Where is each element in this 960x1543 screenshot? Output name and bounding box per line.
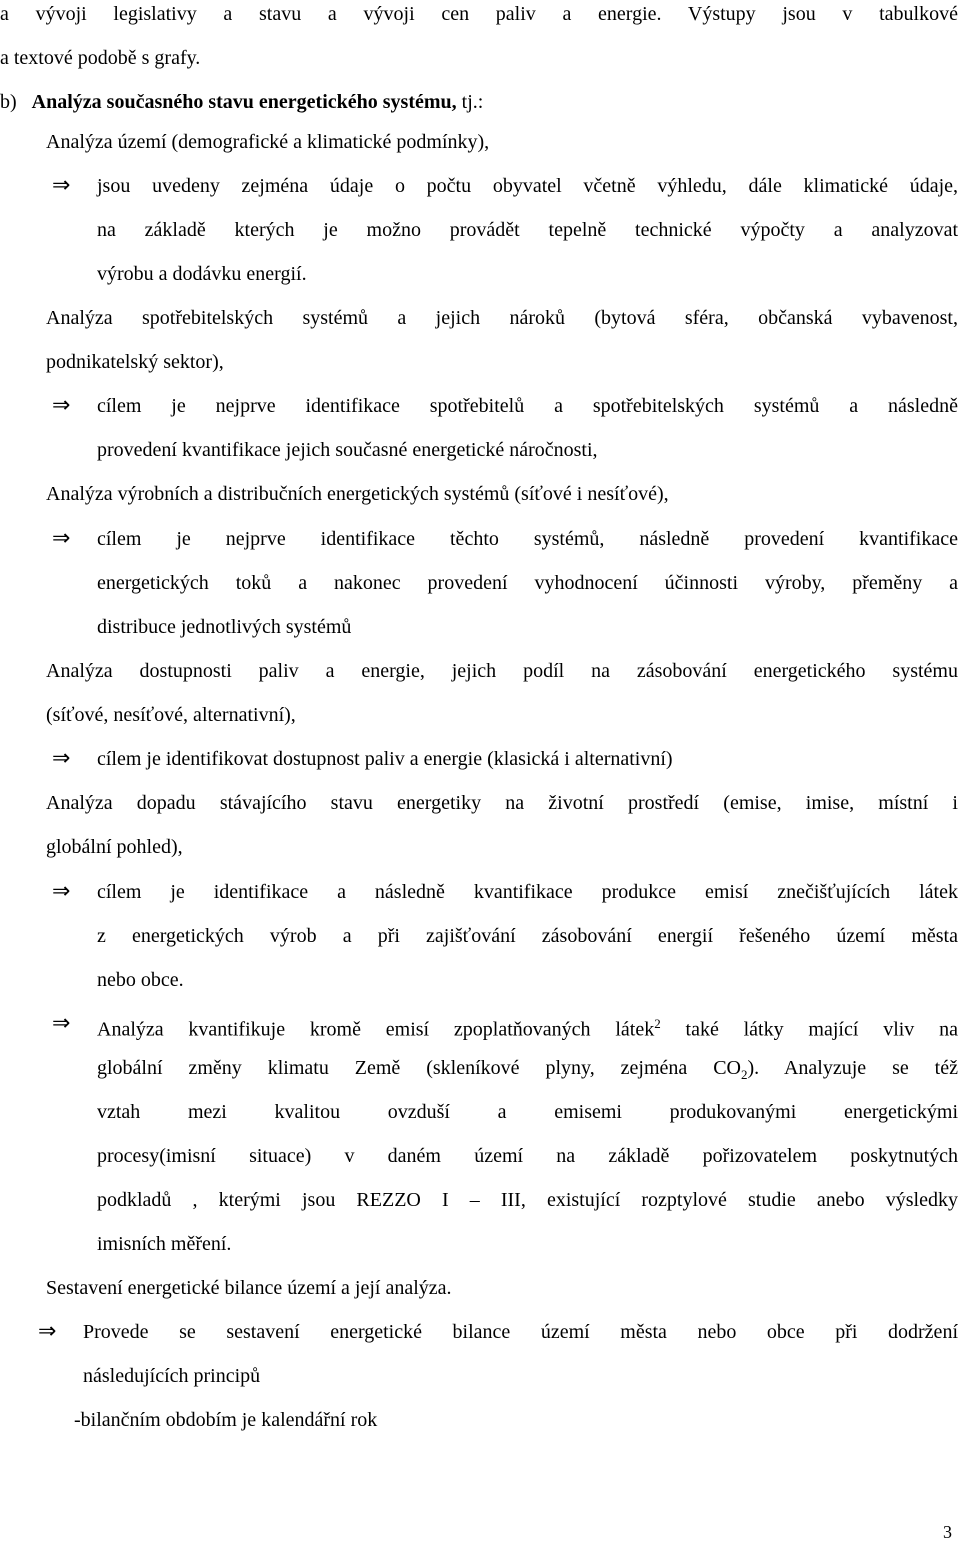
implies-arrow-icon: ⇒ — [52, 746, 71, 771]
text-line: cílem je identifikace a následně kvantifikace produkce emisí znečišťujících látek — [97, 881, 958, 903]
text-line: podnikatelský sektor), — [46, 351, 224, 373]
text-line: Analýza území (demografické a klimatické podmínky), — [46, 131, 490, 153]
text-line: globální pohled), — [46, 836, 183, 858]
implies-arrow-icon: ⇒ — [52, 526, 71, 551]
text-line — [97, 1012, 958, 1042]
section-letter: b) — [0, 91, 17, 113]
text-line: cílem je nejprve identifikace spotřebitelů a spotřebitelských systémů a následně — [97, 395, 958, 417]
text-line: podkladů , kterými jsou REZZO I – III, existující rozptylové studie anebo výsledky — [97, 1189, 958, 1211]
text-line: na základě kterých je možno provádět tepelně technické výpočty a analyzovat — [97, 219, 958, 241]
text-line: -bilančním obdobím je kalendářní rok — [74, 1409, 378, 1431]
text-span: ). Analyzuje se též — [747, 1057, 958, 1079]
text-line: vztah mezi kvalitou ovzduší a emisemi produkovanými energetickými — [97, 1101, 958, 1123]
text-line: cílem je nejprve identifikace těchto systémů, následně provedení kvantifikace — [97, 528, 958, 550]
text-line: jsou uvedeny zejména údaje o počtu obyvatel včetně výhledu, dále klimatické údaje, — [97, 175, 958, 197]
section-suffix: tj.: — [456, 91, 484, 113]
text-line: distribuce jednotlivých systémů — [97, 616, 352, 638]
implies-arrow-icon: ⇒ — [52, 393, 71, 418]
section-title: Analýza současného stavu energetického systému, — [31, 91, 457, 113]
page-number: 3 — [943, 1522, 952, 1542]
footnote-ref: 2 — [654, 1016, 661, 1031]
text-line: Sestavení energetické bilance území a její analýza. — [46, 1277, 452, 1299]
implies-arrow-icon: ⇒ — [52, 879, 71, 904]
text-line: následujících principů — [83, 1365, 261, 1387]
text-line: cílem je identifikovat dostupnost paliv a energie (klasická i alternativní) — [97, 748, 673, 770]
text-line: provedení kvantifikace jejich současné energetické náročnosti, — [97, 439, 598, 461]
implies-arrow-icon: ⇒ — [52, 173, 71, 198]
text-line: Provede se sestavení energetické bilance území města nebo obce při dodržení — [83, 1321, 958, 1343]
text-span: Analýza kvantifikuje kromě emisí zpoplatňovaných látek — [97, 1018, 655, 1041]
section-heading — [0, 90, 483, 114]
text-span: také látky mající vliv na — [660, 1018, 958, 1041]
text-line: z energetických výrob a při zajišťování zásobování energií řešeného území města — [97, 925, 958, 947]
subscript: 2 — [740, 1067, 748, 1082]
text-line: a vývoji legislativy a stavu a vývoji cen paliv a energie. Výstupy jsou v tabulkové — [0, 3, 958, 25]
text-line: Analýza dostupnosti paliv a energie, jejich podíl na zásobování energetického systému — [46, 660, 958, 682]
text-line: výrobu a dodávku energií. — [97, 263, 307, 285]
text-line: procesy(imisní situace) v daném území na základě pořizovatelem poskytnutých — [97, 1145, 958, 1167]
text-span: globální změny klimatu Země (skleníkové plyny, zejména CO — [97, 1057, 741, 1079]
text-line: nebo obce. — [97, 969, 184, 991]
text-line: a textové podobě s grafy. — [0, 47, 201, 69]
text-line: Analýza dopadu stávajícího stavu energetiky na životní prostředí (emise, imise, místní i — [46, 792, 958, 814]
text-line: (síťové, nesíťové, alternativní), — [46, 704, 296, 726]
text-line: imisních měření. — [97, 1233, 232, 1255]
implies-arrow-icon: ⇒ — [52, 1011, 71, 1036]
text-line: Analýza výrobních a distribučních energetických systémů (síťové i nesíťové), — [46, 483, 669, 505]
implies-arrow-icon: ⇒ — [38, 1319, 57, 1344]
text-line: Analýza spotřebitelských systémů a jejich nároků (bytová sféra, občanská vybavenost, — [46, 307, 958, 329]
text-line: energetických toků a nakonec provedení vyhodnocení účinnosti výroby, přeměny a — [97, 572, 958, 594]
text-line — [97, 1056, 958, 1087]
